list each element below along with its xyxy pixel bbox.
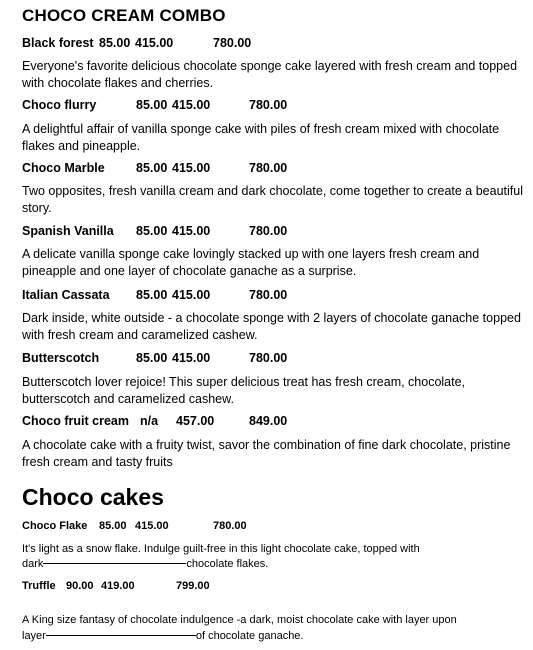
menu-item-price-medium: 457.00 [176, 414, 215, 428]
menu-item-price-medium: 415.00 [172, 351, 211, 365]
menu-item-price-small: 85.00 [99, 520, 127, 532]
menu-item-description: Everyone's favorite delicious chocolate sponge cake layered with fresh cream and topped with chocolate flakes and cherries. [22, 59, 518, 90]
menu-item-price-medium: 415.00 [135, 520, 169, 532]
section-title-choco-cakes: Choco cakes [22, 484, 164, 510]
section-title-choco-cream-combo: CHOCO CREAM COMBO [22, 6, 226, 25]
description-fragment: layer [22, 630, 46, 642]
menu-item-description: A delicate vanilla sponge cake lovingly stacked up with one layers fresh cream and pineapple and one layer of chocolate ganache as a surprise. [22, 247, 480, 278]
menu-item-description-continued [22, 628, 527, 644]
menu-item-name: Choco Flake [22, 520, 88, 532]
menu-item-name: Choco Marble [22, 161, 105, 175]
menu-item-price-small: 85.00 [136, 161, 168, 175]
menu-item-price-large: 780.00 [249, 351, 288, 365]
menu-item-price-small: 85.00 [136, 288, 168, 302]
divider-line [46, 635, 196, 636]
menu-item-price-medium: 415.00 [172, 98, 211, 112]
menu-item-name: Black forest [22, 36, 94, 50]
menu-item-description: Dark inside, white outside - a chocolate sponge with 2 layers of chocolate ganache topped with fresh cream and caramelized cashew. [22, 311, 521, 342]
menu-item-price-medium: 419.00 [101, 580, 135, 592]
menu-item-price-medium: 415.00 [172, 288, 211, 302]
menu-item-price-large: 780.00 [249, 98, 288, 112]
menu-item-price-small: 85.00 [136, 351, 168, 365]
menu-item-description: Butterscotch lover rejoice! This super delicious treat has fresh cream, chocolate, butterscotch and caramelized cashew. [22, 375, 466, 406]
menu-item-description: It's light as a snow flake. Indulge guilt-free in this light chocolate cake, topped with [22, 543, 420, 555]
menu-item-price-small: 85.00 [136, 98, 168, 112]
menu-item-price-large: 780.00 [249, 161, 288, 175]
menu-item-name: Butterscotch [22, 351, 100, 365]
menu-item-price-medium: 415.00 [135, 36, 174, 50]
menu-item-price-large: 780.00 [249, 224, 288, 238]
menu-item-description: A chocolate cake with a fruity twist, savor the combination of fine dark chocolate, pristine fresh cream and tasty fruits [22, 438, 511, 469]
divider-line [43, 563, 186, 564]
menu-item-name: Truffle [22, 580, 56, 592]
description-fragment: dark [22, 558, 44, 570]
description-fragment: of chocolate ganache. [195, 630, 304, 642]
menu-item-price-large: 780.00 [213, 520, 247, 532]
menu-item-price-large: 799.00 [176, 580, 210, 592]
menu-item-price-small: 85.00 [99, 36, 131, 50]
menu-item-price-small: n/a [140, 414, 159, 428]
menu-item-price-medium: 415.00 [172, 224, 211, 238]
menu-item-name: Choco flurry [22, 98, 97, 112]
menu-item-price-small: 85.00 [136, 224, 168, 238]
menu-item-description: A delightful affair of vanilla sponge cake with piles of fresh cream mixed with chocolate flakes and pineapple. [22, 122, 500, 153]
menu-item-price-medium: 415.00 [172, 161, 211, 175]
menu-item-price-large: 780.00 [213, 36, 252, 50]
menu-item-price-large: 849.00 [249, 414, 288, 428]
menu-item-price-small: 90.00 [66, 580, 94, 592]
menu-item-price-large: 780.00 [249, 288, 288, 302]
description-fragment: chocolate flakes. [186, 558, 269, 570]
menu-item-name: Choco fruit cream [22, 414, 129, 428]
menu-item-description: Two opposites, fresh vanilla cream and dark chocolate, come together to create a beautiful story. [22, 184, 523, 215]
menu-item-name: Spanish Vanilla [22, 224, 114, 238]
menu-item-name: Italian Cassata [22, 288, 110, 302]
menu-item-description-continued [22, 556, 527, 572]
menu-item-description: A King size fantasy of chocolate indulgence -a dark, moist chocolate cake with layer upon [22, 614, 457, 626]
